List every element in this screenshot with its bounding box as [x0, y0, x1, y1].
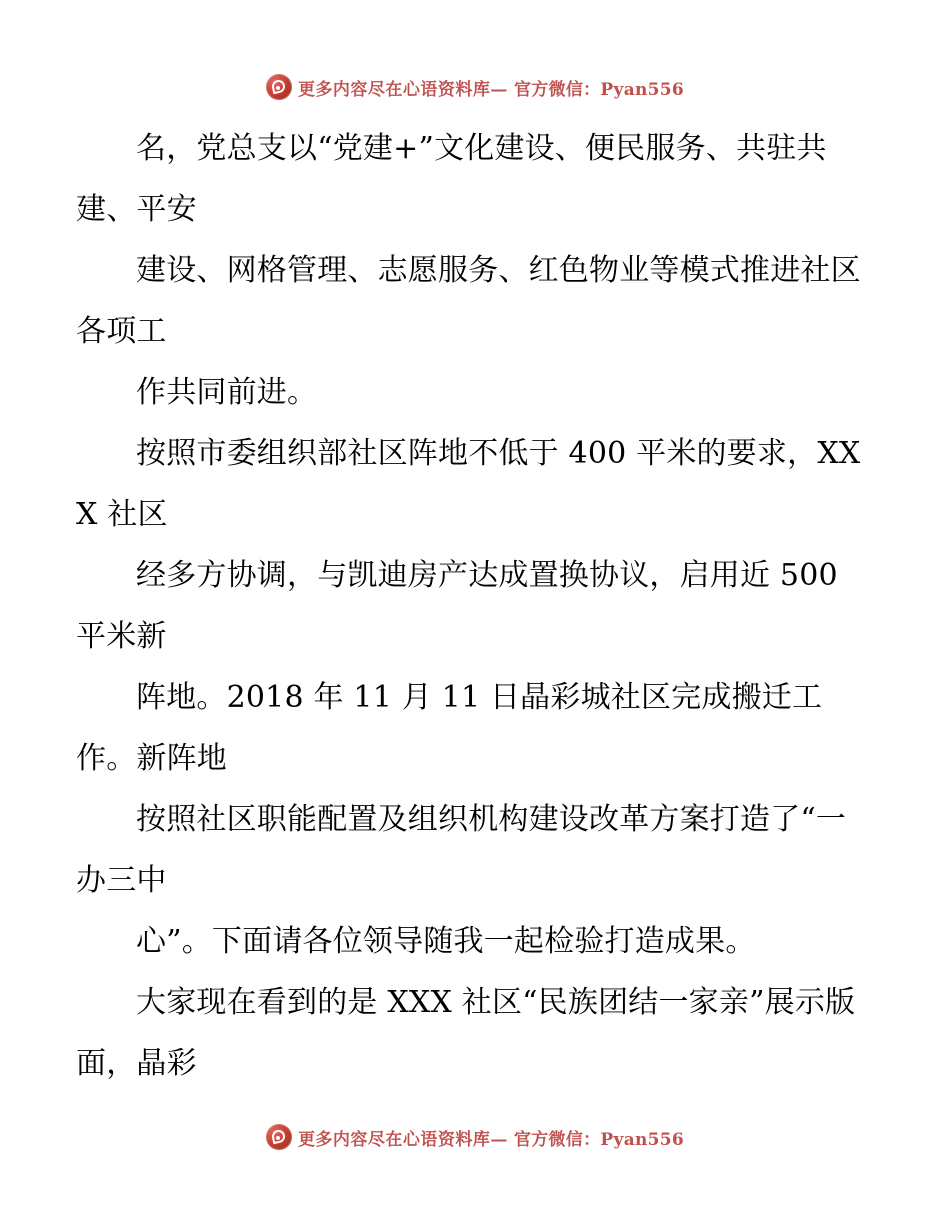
promo-main-text: 更多内容尽在心语资料库— [297, 79, 508, 100]
promo-banner-top [0, 74, 950, 100]
paragraph: 心”。下面请各位领导随我一起检验打造成果。 [136, 924, 756, 959]
paragraph: 按照市委组织部社区阵地不低于 400 平米的要求，XXX 社区 [76, 436, 861, 532]
wechat-promo-logo-icon [266, 74, 292, 100]
wechat-promo-logo-icon [266, 1124, 292, 1150]
paragraph: 大家现在看到的是 XXX 社区“民族团结一家亲”展示版面，晶彩 [76, 985, 856, 1081]
paragraph: 阵地。2018 年 11 月 11 日晶彩城社区完成搬迁工作。新阵地 [76, 680, 823, 776]
promo-main-text: 更多内容尽在心语资料库— [297, 1129, 508, 1150]
promo-wechat-text: 官方微信：Pyan556 [513, 1129, 685, 1150]
paragraph: 作共同前进。 [136, 375, 318, 410]
paragraph: 按照社区职能配置及组织机构建设改革方案打造了“一办三中 [76, 802, 847, 898]
promo-wechat-text: 官方微信：Pyan556 [513, 79, 685, 100]
paragraph: 建设、网格管理、志愿服务、红色物业等模式推进社区各项工 [76, 253, 861, 349]
document-body [76, 118, 876, 1094]
paragraph: 名，党总支以“党建+”文化建设、便民服务、共驻共建、平安 [76, 131, 827, 227]
promo-banner-bottom [0, 1124, 950, 1150]
paragraph: 经多方协调，与凯迪房产达成置换协议，启用近 500 平米新 [76, 558, 848, 654]
